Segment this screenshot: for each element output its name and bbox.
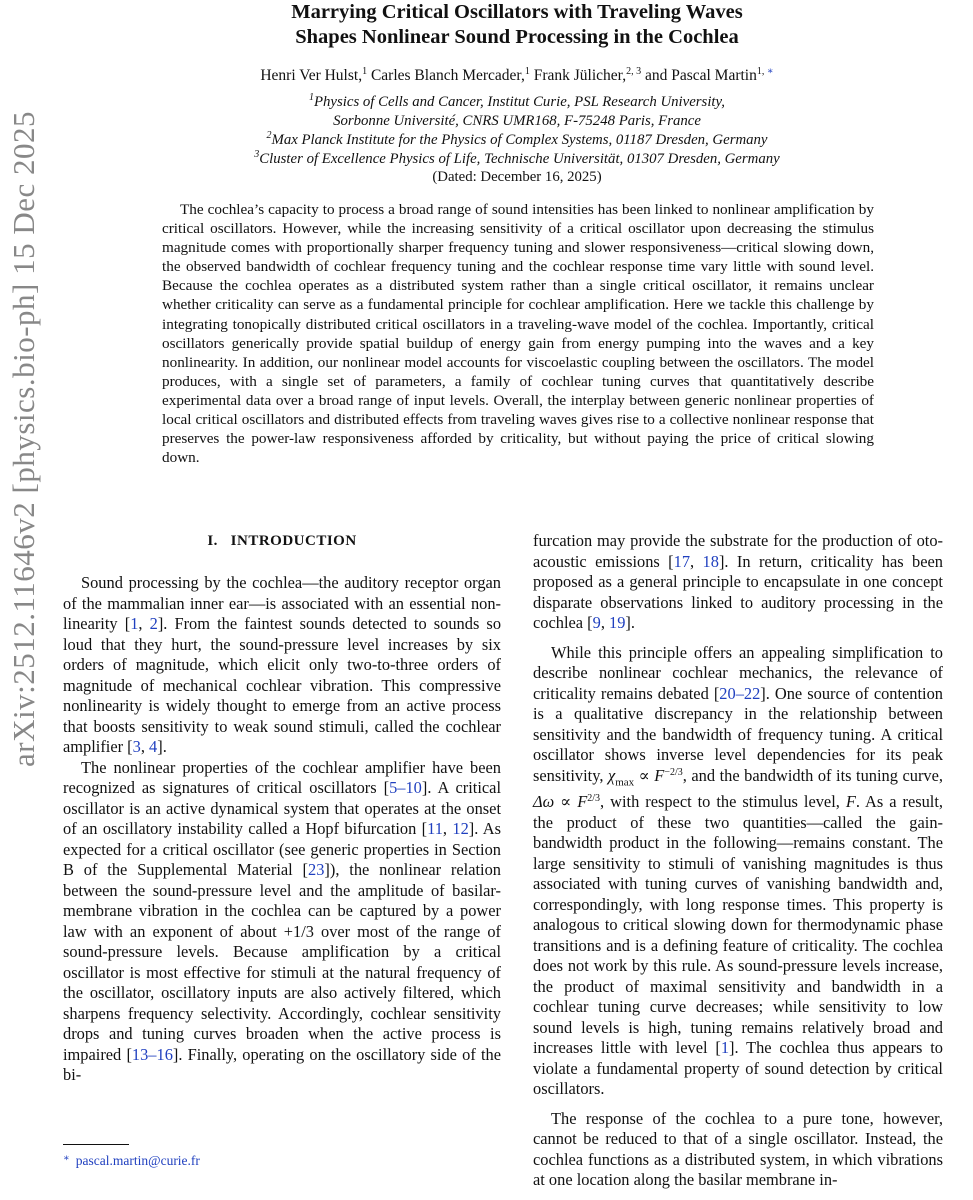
dated-line: (Dated: December 16, 2025) bbox=[432, 169, 602, 185]
section-title: INTRODUCTION bbox=[230, 533, 357, 549]
citation-link[interactable]: 12 bbox=[452, 819, 469, 838]
footnote-rule bbox=[63, 1144, 129, 1145]
author-affil-sup-number: 1, bbox=[756, 66, 765, 77]
citation-link[interactable]: 17 bbox=[673, 551, 691, 571]
affiliation-1-cont bbox=[120, 112, 914, 131]
author-list bbox=[120, 66, 914, 86]
citation-link[interactable]: 1 bbox=[130, 614, 139, 633]
author-name: Carles Blanch Mercader, bbox=[370, 67, 525, 84]
text-run: , bbox=[140, 737, 150, 756]
text-run: , bbox=[600, 613, 610, 632]
section-number: I. bbox=[207, 533, 218, 549]
math-superscript: −2/3 bbox=[664, 766, 683, 778]
citation-link[interactable]: 18 bbox=[702, 551, 719, 571]
text-run: ]. In return, criticality has been proposed as a general principle to encapsulate in one concept disparate observations linked to auditory processing in the cochlea [ bbox=[533, 551, 944, 632]
paper-title bbox=[150, 0, 884, 50]
author-name: Frank Jülicher, bbox=[533, 67, 627, 84]
citation-link[interactable]: 13–16 bbox=[131, 1044, 173, 1064]
text-run: ]. From the faintest sounds detected to sounds so loud that they hurt, the sound-pressure level increases by six orders of magnitude, which elicit only two-to-three orders of magnitude of mechanical cochlear vibration. This compressive nonlinearity is widely thought to emerge from an active process that boosts sensitivity to weak sound stimuli, called the cochlear amplifier [ bbox=[63, 614, 502, 756]
paragraph bbox=[533, 531, 943, 634]
text-run: ]. A critical oscillator is an active dynamical system that operates at the onset of an oscillatory instability called a Hopf bifurcation [ bbox=[63, 778, 501, 838]
affiliation-1 bbox=[120, 93, 914, 112]
section-heading bbox=[63, 531, 501, 551]
text-run: Sound processing by the cochlea—the auditory receptor organ of the mammalian inner ear—is associated with an essential non-linearity [ bbox=[63, 573, 501, 633]
text-run: ]. bbox=[625, 613, 635, 632]
paragraph bbox=[63, 758, 501, 1086]
affiliation-text: Max Planck Institute for the Physics of Complex Systems, 01187 Dresden, Germany bbox=[271, 132, 768, 148]
footnote bbox=[63, 1150, 200, 1170]
arxiv-sidebar-identifier: arXiv:2512.11646v2 [physics.bio-ph] 15 Dec 2025 bbox=[6, 110, 41, 767]
citation-link[interactable]: 11 bbox=[427, 819, 443, 838]
corresponding-author-star-link[interactable]: ∗ bbox=[766, 66, 774, 77]
math-subscript: max bbox=[615, 775, 635, 788]
citation-link[interactable]: 4 bbox=[149, 737, 158, 756]
affiliation-3 bbox=[120, 150, 914, 169]
paragraph bbox=[63, 573, 501, 758]
author-affil-sup: 1 bbox=[524, 66, 530, 77]
email-link[interactable]: pascal.martin@curie.fr bbox=[75, 1153, 200, 1168]
footnote-star: ∗ bbox=[63, 1153, 70, 1164]
paragraph bbox=[533, 1109, 943, 1191]
affiliation-sup: 2 bbox=[266, 130, 272, 141]
text-run: ]. Finally, operating on the oscillatory side of the bi- bbox=[63, 1044, 501, 1084]
affiliation-2 bbox=[120, 131, 914, 150]
right-column bbox=[533, 531, 943, 1191]
text-run: ]), the nonlinear relation between the sound-pressure level and the amplitude of basilar-membrane vibration in the cochlea can be captured by a power law with an exponent of about +1/3 over most of the range of sound-pressure levels. Because amplification by a critical oscillator is most effective for stimuli at the natural frequency of the oscillator, oscillatory inputs are also actively filtered, which sharpens frequency selectivity. Accordingly, cochlear sensitivity drops and tuning curves broaden when the active process is impaired [ bbox=[63, 860, 501, 1064]
text-run: , bbox=[138, 614, 150, 633]
text-run: The response of the cochlea to a pure tone, however, cannot be reduced to that of a single oscillator. Instead, the cochlea functions as a distributed system, in which vibrations at one location along the basilar membrane in- bbox=[533, 1108, 943, 1190]
text-run: While this principle offers an appealing simplification to describe nonlinear cochlear mechanics, the relevance of criticality remains debated [ bbox=[533, 642, 943, 703]
text-run: ]. bbox=[157, 737, 167, 756]
citation-link[interactable]: 20–22 bbox=[719, 683, 761, 703]
affiliations bbox=[120, 93, 914, 169]
text-run: ]. One source of contention is a qualitative discrepancy in the relationship between sensitivity and the bandwidth of frequency tuning. A critical oscillator shows inverse level dependencies for its peak sensitivity, bbox=[533, 683, 944, 785]
author-affil-sup bbox=[757, 66, 774, 77]
title-line-2: Shapes Nonlinear Sound Processing in the Cochlea bbox=[295, 26, 739, 48]
affiliation-sup: 3 bbox=[254, 149, 260, 160]
citation-link[interactable]: 23 bbox=[308, 860, 325, 879]
paragraph bbox=[533, 643, 943, 1100]
citation-link[interactable]: 9 bbox=[592, 613, 601, 632]
text-run: The nonlinear properties of the cochlear amplifier have been recognized as signatures of critical oscillators [ bbox=[63, 757, 501, 797]
citation-link[interactable]: 2 bbox=[149, 614, 158, 633]
author-affil-sup: 1 bbox=[362, 66, 368, 77]
math-expression: Δω ∝ F bbox=[533, 792, 588, 812]
citation-link[interactable]: 3 bbox=[132, 737, 141, 756]
citation-link[interactable]: 5–10 bbox=[389, 778, 422, 797]
text-run: , and the bandwidth of its tuning curve, bbox=[682, 765, 943, 785]
text-run: ]. As expected for a critical oscillator (see generic properties in Section B of the Supplemental Material [ bbox=[63, 819, 501, 879]
citation-link[interactable]: 19 bbox=[609, 613, 626, 632]
text-run: , bbox=[690, 551, 703, 571]
abstract: The cochlea’s capacity to process a broad range of sound intensities has been linked to nonlinear amplification by critical oscillators. However, while the increasing sensitivity of a critical oscillator upon decreasing the stimulus magnitude comes with proportionally sharper frequency tuning and slower responsiveness—critical slowing down, the observed bandwidth of cochlear frequency tuning and the cochlear response time vary little with sound level. Because the cochlea operates as a distributed system rather than a single critical oscillator, it remains unclear whether criticality can serve as a fundamental principle for cochlear amplification. Here we tackle this challenge by integrating tonopically distributed critical oscillators in a traveling-wave model of the cochlea. Importantly, critical oscillators generically provide spatial buildup of energy gain from energy pumping into the waves and a key nonlinearity. In addition, our nonlinear model accounts for viscoelastic coupling between the oscillators. The model produces, with a single set of parameters, a family of cochlear tuning curves that quantitatively describe experimental data over a broad range of input levels. Overall, the interplay between generic nonlinear properties of local critical oscillators and distributed effects from traveling waves gives rise to a collective nonlinear response that preserves the power-law responsiveness afforded by criticality, but without paying the price of critical slowing down. bbox=[162, 201, 874, 467]
left-column bbox=[63, 531, 501, 1086]
affiliation-text: Sorbonne Université, CNRS UMR168, F-75248 Paris, France bbox=[333, 113, 701, 129]
affiliation-text: Cluster of Excellence Physics of Life, Technische Universität, 01307 Dresden, Germany bbox=[259, 151, 780, 167]
math-symbol: χ bbox=[607, 765, 616, 785]
text-run: ]. The cochlea thus appears to violate a fundamental property of sound detection by critical oscillators. bbox=[533, 1038, 943, 1099]
affiliation-text: Physics of Cells and Cancer, Institut Curie, PSL Research University, bbox=[314, 94, 725, 110]
author-affil-sup: 2, 3 bbox=[626, 66, 642, 77]
text-run: , bbox=[442, 819, 453, 838]
text-run: . As a result, the product of these two quantities—called the gain-bandwidth product in the following—remains constant. The large sensitivity to stimuli of vanishing magnitudes is thus associated with tuning curves of vanishing bandwidth and, correspondingly, with long response times. This property is analogous to critical slowing down for thermodynamic phase transitions and is a defining feature of criticality. The cochlea does not work by this rule. As sound-pressure levels increase, the product of maximal sensitivity and bandwidth in a cochlear tuning curve decreases; while sensitivity to low sound levels is high, tuning remains relatively broad and increases little with level [ bbox=[533, 792, 943, 1058]
math-superscript: 2/3 bbox=[587, 793, 601, 805]
author-name: Henri Ver Hulst, bbox=[260, 67, 363, 84]
math-symbol: F bbox=[845, 792, 856, 812]
citation-link[interactable]: 1 bbox=[720, 1038, 730, 1058]
math-expression: ∝ F bbox=[634, 765, 665, 785]
title-line-1: Marrying Critical Oscillators with Traveling Waves bbox=[291, 1, 743, 23]
text-run: , with respect to the stimulus level, bbox=[600, 792, 846, 812]
affiliation-sup: 1 bbox=[309, 92, 314, 103]
author-name: and Pascal Martin bbox=[644, 67, 757, 84]
text-run: furcation may provide the substrate for the production of oto-acoustic emissions [ bbox=[533, 531, 943, 571]
